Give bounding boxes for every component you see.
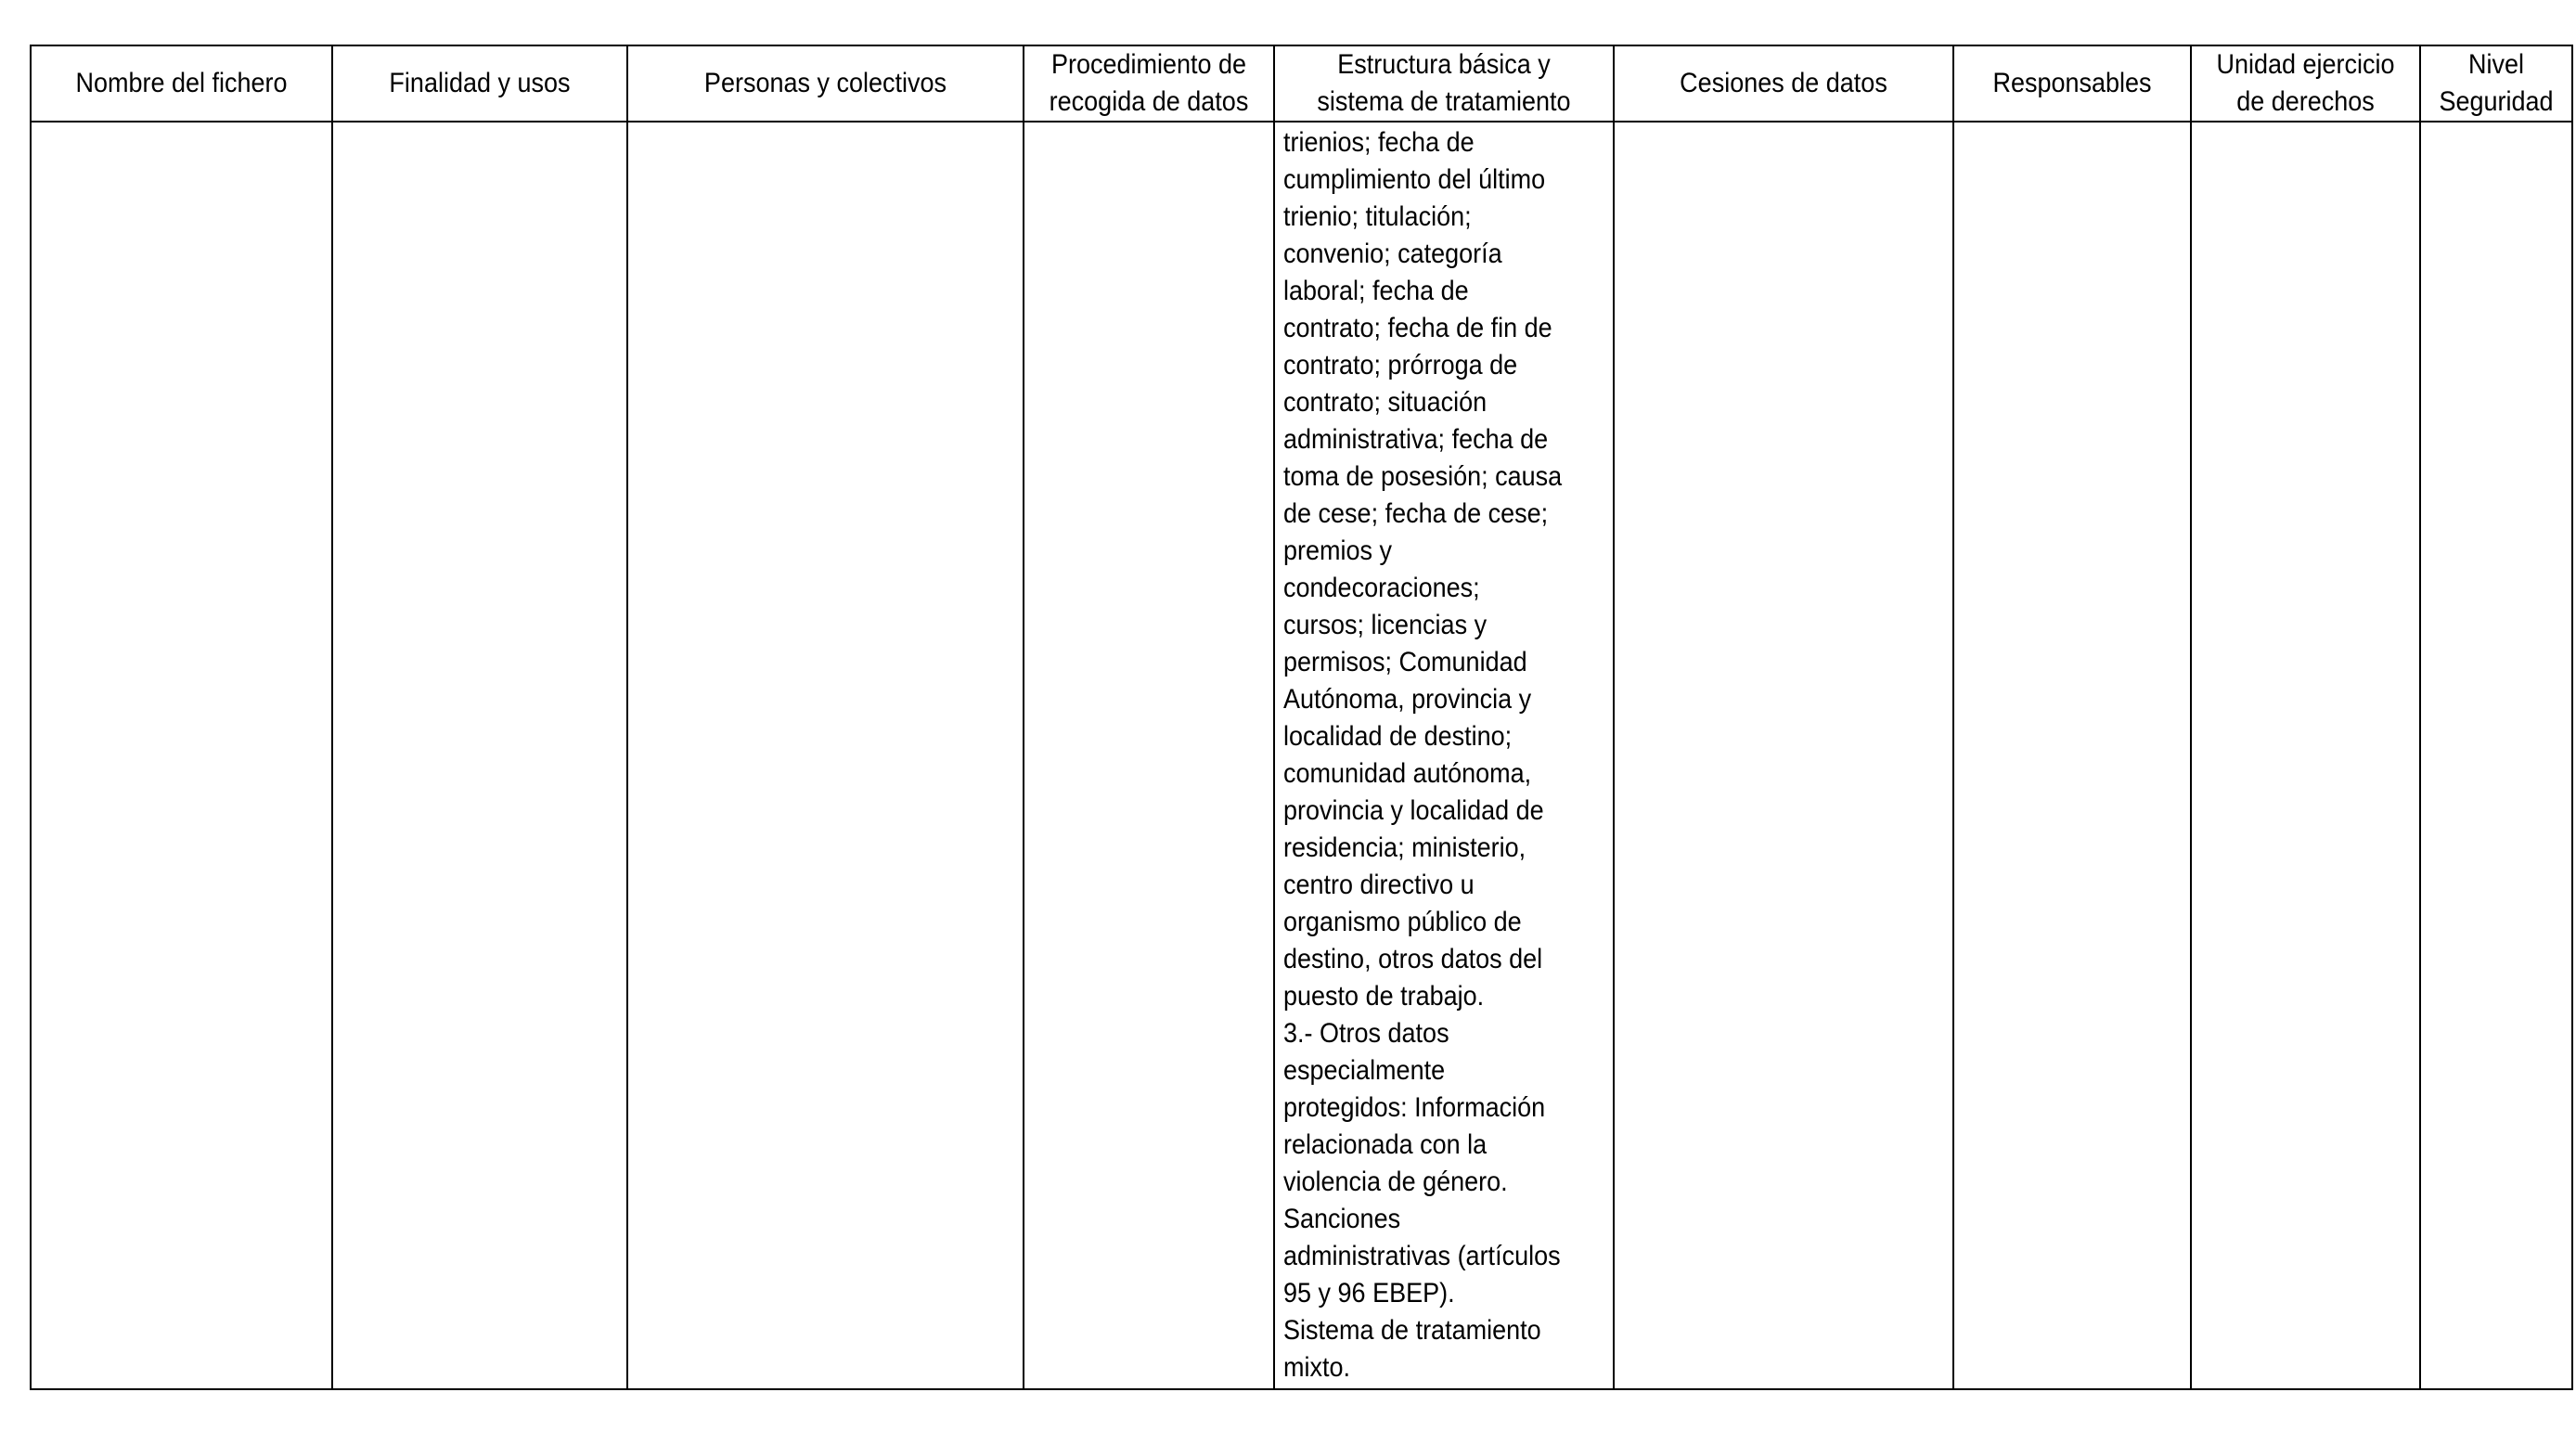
cell-personas-y-colectivos <box>627 122 1024 1389</box>
estructura-line: destino, otros datos del <box>1283 944 1543 974</box>
header-estructura-basica <box>1274 45 1614 122</box>
estructura-line: premios y <box>1283 535 1393 566</box>
estructura-line: Sanciones <box>1283 1204 1401 1234</box>
estructura-line: contrato; situación <box>1283 387 1488 418</box>
estructura-line: mixto. <box>1283 1352 1351 1383</box>
estructura-line: organismo público de <box>1283 907 1522 937</box>
estructura-line: relacionada con la <box>1283 1129 1488 1160</box>
cell-nombre-del-fichero <box>31 122 332 1389</box>
estructura-line: laboral; fecha de <box>1283 276 1469 306</box>
estructura-line: toma de posesión; causa <box>1283 461 1563 492</box>
estructura-line: cursos; licencias y <box>1283 610 1488 640</box>
table-row <box>31 122 2572 1389</box>
estructura-line: convenio; categoría <box>1283 238 1502 269</box>
estructura-line: trienio; titulación; <box>1283 201 1472 232</box>
estructura-line: centro directivo u <box>1283 870 1475 900</box>
estructura-line: Sistema de tratamiento <box>1283 1315 1541 1346</box>
cell-procedimiento-recogida <box>1024 122 1274 1389</box>
cell-unidad-ejercicio-derechos <box>2191 122 2420 1389</box>
estructura-line: violencia de género. <box>1283 1167 1508 1197</box>
header-label: Personas y colectivos <box>703 68 947 98</box>
estructura-line: Autónoma, provincia y <box>1283 684 1532 715</box>
header-unidad-ejercicio-derechos <box>2191 45 2420 122</box>
estructura-line: puesto de trabajo. <box>1283 981 1485 1012</box>
estructura-basica-text <box>1275 122 1579 1386</box>
cell-nivel-seguridad <box>2420 122 2572 1389</box>
header-nombre-del-fichero <box>31 45 332 122</box>
header-label: Cesiones de datos <box>1680 68 1887 98</box>
table-header-row <box>31 45 2572 122</box>
estructura-line: especialmente <box>1283 1055 1446 1086</box>
header-cesiones-de-datos <box>1614 45 1953 122</box>
header-label: Procedimiento de recogida de datos <box>1049 49 1249 117</box>
estructura-line: provincia y localidad de <box>1283 795 1544 826</box>
header-label: Nivel Seguridad <box>2439 49 2554 117</box>
estructura-line: de cese; fecha de cese; <box>1283 498 1549 529</box>
estructura-line: protegidos: Información <box>1283 1092 1546 1123</box>
estructura-line: administrativas (artículos <box>1283 1241 1561 1271</box>
estructura-line: cumplimiento del último <box>1283 164 1546 195</box>
header-label: Estructura básica y sistema de tratamiento <box>1317 49 1571 117</box>
file-registry-table <box>30 45 2573 1390</box>
header-label: Finalidad y usos <box>389 68 571 98</box>
header-procedimiento-recogida <box>1024 45 1274 122</box>
header-responsables <box>1953 45 2191 122</box>
estructura-line: trienios; fecha de <box>1283 127 1475 158</box>
estructura-line: contrato; prórroga de <box>1283 350 1518 380</box>
estructura-line: localidad de destino; <box>1283 721 1513 752</box>
estructura-line: comunidad autónoma, <box>1283 758 1532 789</box>
cell-responsables <box>1953 122 2191 1389</box>
cell-estructura-basica <box>1274 122 1614 1389</box>
header-label: Responsables <box>1992 68 2152 98</box>
estructura-line: 3.- Otros datos <box>1283 1018 1449 1049</box>
estructura-line: 95 y 96 EBEP). <box>1283 1278 1455 1309</box>
cell-cesiones-de-datos <box>1614 122 1953 1389</box>
header-finalidad-y-usos <box>332 45 627 122</box>
document-page <box>30 45 2573 1390</box>
header-label: Nombre del fichero <box>75 68 288 98</box>
header-nivel-seguridad <box>2420 45 2572 122</box>
header-personas-y-colectivos <box>627 45 1024 122</box>
header-label: Unidad ejercicio de derechos <box>2216 49 2395 117</box>
estructura-line: contrato; fecha de fin de <box>1283 313 1552 343</box>
estructura-line: residencia; ministerio, <box>1283 832 1526 863</box>
cell-finalidad-y-usos <box>332 122 627 1389</box>
estructura-line: permisos; Comunidad <box>1283 647 1527 677</box>
estructura-line: administrativa; fecha de <box>1283 424 1549 455</box>
estructura-line: condecoraciones; <box>1283 573 1480 603</box>
